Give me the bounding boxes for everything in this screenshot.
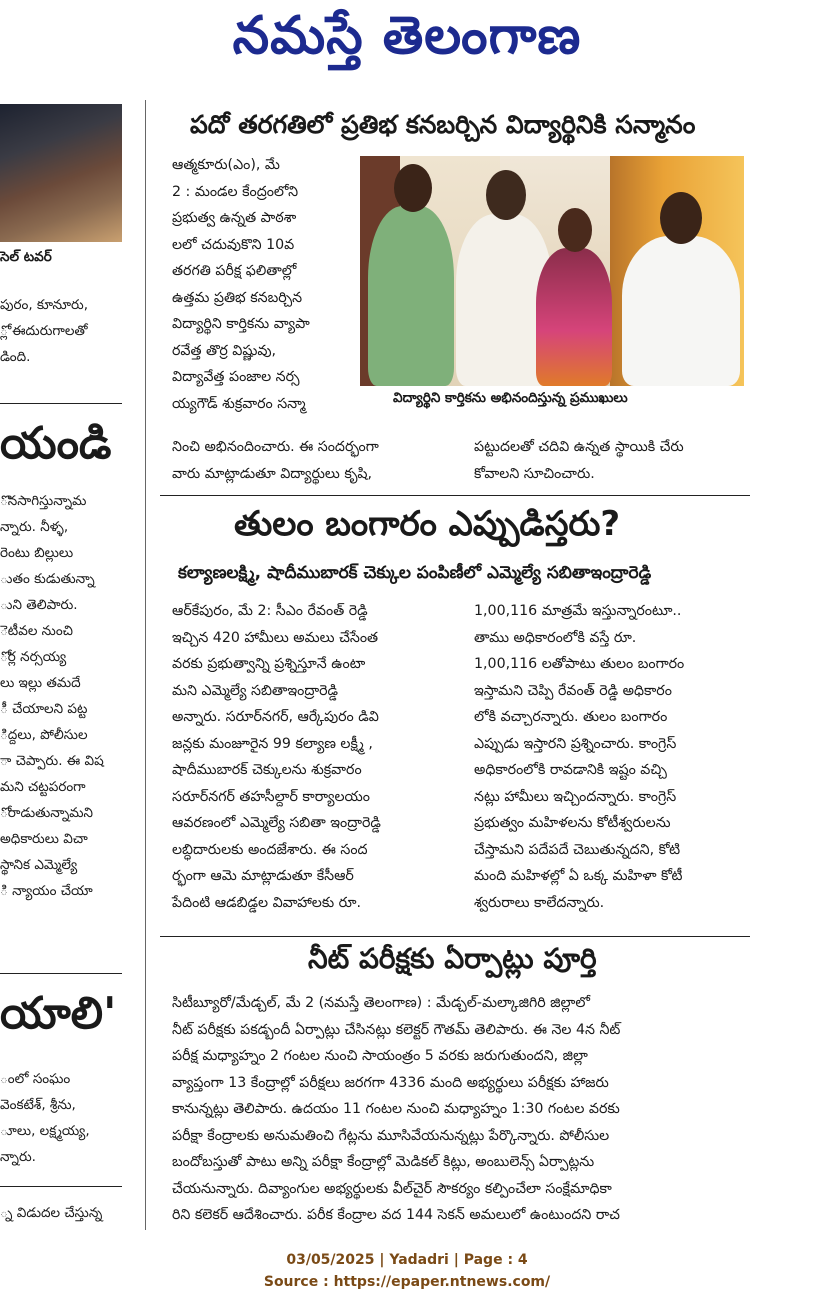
story2-col1: ఆర్‌కేపురం, మే 2: సీఎం రేవంత్ రెడ్డి ఇచ్చిన 420 హామీలు అమలు చేసేంత వరకు ప్రభుత్వాన్ని ప్రశ్నిస్తూనే ఉంటా మని ఎమ్మెల్యే సబితాఇంద్రారెడ్డి అన్నారు. సరూర్‌నగర్, ఆర్కేపురం డివి జన్లకు మంజూరైన 99 కల్యాణ లక్ష్మీ , షాదీముబారక్ చెక్కులను శుక్రవారం సరూర్‌నగర్ తహసీల్దార్ కార్యాలయం ఆవరణంలో ఎమ్మెల్యే సబితా ఇంద్రారెడ్డి లబ్ధిదారులకు అందజేశారు. ఈ సంద ర్భంగా ఆమె మాట్లాడుతూ కేసీఆర్ పేదింటి ఆడబిడ్డల వివాహాలకు రూ. [172,603,381,911]
story2-subhead: కల్యాణలక్ష్మి, షాదీముబారక్ చెక్కుల పంపిణీలో ఎమ్మెల్యే సబితాఇంద్రారెడ్డి [178,563,652,583]
story1-col1-top: ఆత్మకూరు(ఎం), మే 2 : మండల కేంద్రంలోని ప్రభుత్వ ఉన్నత పాఠశా లలో చదువుకొని 10వ తరగతి పరీక్ష ఫలితాల్లో ఉత్తమ ప్రతిభ కనబర్చిన విద్యార్థిని కార్తికను వ్యాపా రవేత్త తొర్ర విష్ణువు, విద్యావేత్త పంజాల నర్స య్యగౌడ్ శుక్రవారం సన్మా [172,157,310,412]
left-photo-caption: సెల్ టవర్ [0,249,52,265]
divider-story1 [160,495,750,496]
left-para-2: ొనసాగిస్తున్నామ న్నారు. నీళ్ళ, రెంటు బిల్లులు ుతం కుడుతున్నా ుని తెలిపారు. ెటీవల నుంచి ోర్ల నర్సయ్య లు ఇల్లు తమదే ీ చేయాలని పట్ట ిద్దలు, పోలీసుల ా చెప్పారు. ఈ విష మని చట్టపరంగా ోరాడుతున్నామని అధికారులు విచా స్థానిక ఎమ్మెల్యే ి న్యాయం చేయా [0,493,104,899]
story1-photo-caption: విద్యార్థిని కార్తికను అభినందిస్తున్న ప్రముఖులు [393,390,628,406]
story1-col1-bottom: నించి అభినందించారు. ఈ సందర్భంగా వారు మాట్లాడుతూ విద్యార్థులు కృషి, [172,439,379,482]
left-para-4: ్న విడుదల చేస్తున్న [0,1205,103,1221]
column-divider [145,100,146,1230]
left-divider-2 [0,973,122,974]
story3-body: సిటీబ్యూరో/మేడ్చల్, మే 2 (నమస్తే తెలంగాణ) : మేడ్చల్-మల్కాజిగిరి జిల్లాలో నీట్ పరీక్షకు పకడ్బందీ ఏర్పాట్లు చేసినట్లు కలెక్టర్ గౌతమ్ తెలిపారు. ఈ నెల 4న నీట్ పరీక్ష మధ్యాహ్నం 2 గంటల నుంచి సాయంత్రం 5 వరకు జరుగుతుందని, జిల్లా వ్యాప్తంగా 13 కేంద్రాల్లో పరీక్షలు జరగగా 4336 మంది అభ్యర్థులు పరీక్షకు హాజరు కానున్నట్లు తెలిపారు. ఉదయం 11 గంటల నుంచి మధ్యాహ్నం 1:30 గంటల వరకు పరీక్షా కేంద్రాలకు అనుమతించి గేట్లను మూసివేయనున్నట్లు పేర్కొన్నారు. పోలీసుల బందోబస్తుతో పాటు అన్ని పరీక్షా కేంద్రాల్లో మెడికల్ కిట్లు, అంబులెన్స్ ఏర్పాట్లను చేయనున్నారు. దివ్యాంగుల అభ్యర్థులకు వీల్‌చైర్ సౌకర్యం కల్పించేలా సంక్షేమాధికా రిని కలెకర్ ఆదేశించారు. పరీక కేంద్రాల వద 144 సెకన్ అమలులో ఉంటుందని రాచ [172,995,621,1223]
left-para-1: పురం, కూనూరు, ్లో ఈదురుగాలతో డింది. [0,297,89,365]
left-column-photo [0,104,122,242]
divider-story2 [160,936,750,937]
left-divider-3 [0,1186,122,1187]
left-headline-2: యాలి' [0,988,117,1039]
footer-source-link[interactable]: Source : https://epaper.ntnews.com/ [263,1274,551,1290]
masthead [0,0,814,80]
footer-date-edition: 03/05/2025 | Yadadri | Page : 4 [286,1252,528,1268]
left-divider-1 [0,403,122,404]
story2-headline: తులం బంగారం ఎప్పుడిస్తరు? [234,504,621,544]
story1-col2: పట్టుదలతో చదివి ఉన్నత స్థాయికి చేరు కోవాలని సూచించారు. [474,439,684,482]
story1-photo [360,156,744,386]
left-para-3: ంలో సంఘం వెంకటేశ్, శ్రీను, ూలు, లక్ష్మయ్య, న్నారు. [0,1071,90,1165]
masthead-title: నమస్తే తెలంగాణ [232,6,582,66]
story1-headline: పదో తరగతిలో ప్రతిభ కనబర్చిన విద్యార్థినికి సన్మానం [190,110,696,139]
story2-col2: 1,00,116 మాత్రమే ఇస్తున్నారంటూ.. తాము అధికారంలోకి వస్తే రూ. 1,00,116 లతోపాటు తులం బంగారం ఇస్తామని చెప్పి రేవంత్ రెడ్డి అధికారం లోకి వచ్చారన్నారు. తులం బంగారం ఎప్పుడు ఇస్తారని ప్రశ్నించారు. కాంగ్రెస్ అధికారంలోకి రావడానికి ఇష్టం వచ్చి నట్లు హామీలు ఇచ్చిందన్నారు. కాంగ్రెస్ ప్రభుత్వం మహిళలను కోటీశ్వరులను చేస్తామని పదేపదే చెబుతున్నదని, కోటి మంది మహిళల్లో ఏ ఒక్క మహిళా కోటీ శ్వరురాలు కాలేదన్నారు. [474,603,685,911]
left-headline-1: యండి [0,418,112,469]
story3-headline: నీట్ పరీక్షకు ఏర్పాట్లు పూర్తి [308,942,597,975]
